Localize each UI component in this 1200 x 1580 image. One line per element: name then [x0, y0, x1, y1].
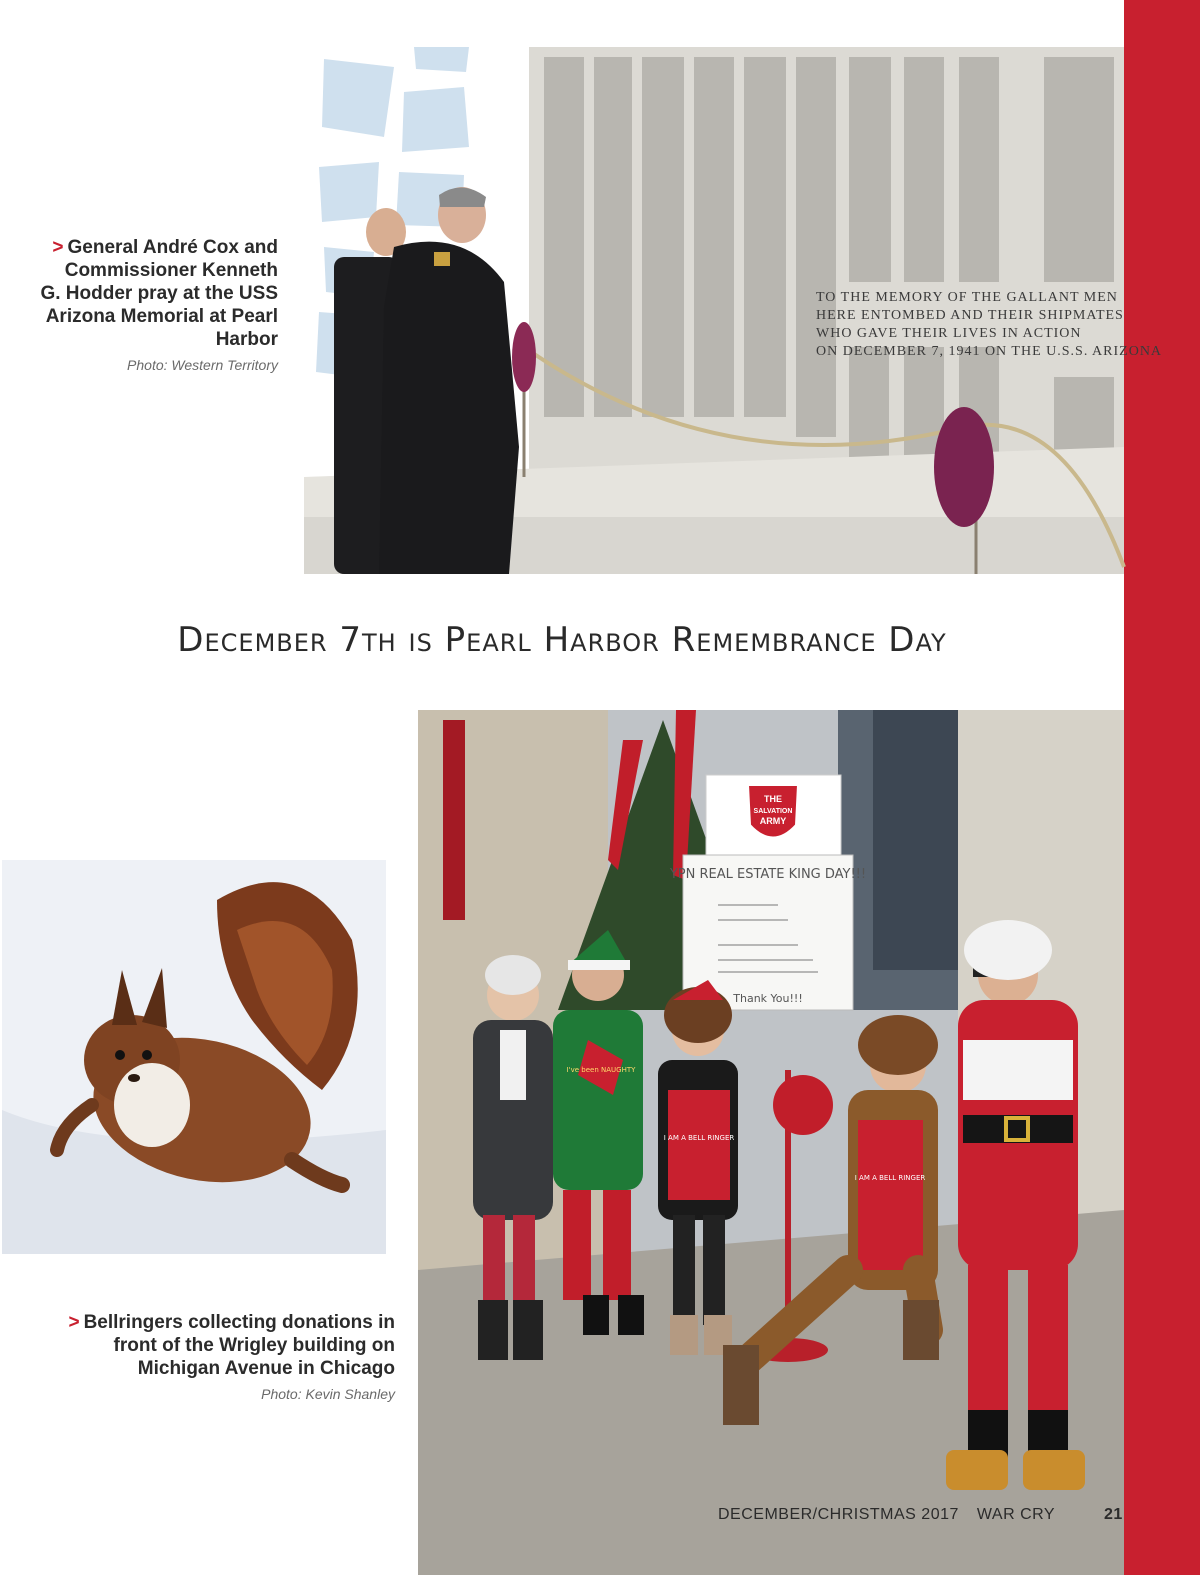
memorial-caption-text: General André Cox and Commissioner Kenneth G. Hodder pray at the USS Arizona Memorial at Pearl Harbor: [40, 237, 278, 350]
sign-thanks: Thank You!!!: [733, 992, 803, 1005]
page-headline: December 7th is Pearl Harbor Remembrance Day: [177, 620, 947, 660]
page-edge-red-bar: [1124, 0, 1200, 1575]
sign-title: YPN REAL ESTATE KING DAY!!!: [669, 867, 867, 882]
footer-publication: WAR CRY: [976, 1506, 1056, 1523]
apron-text-1: I AM A BELL RINGER: [663, 1134, 735, 1142]
memorial-photo-credit: Photo: Western Territory: [127, 357, 278, 373]
bellringer-photo-credit: Photo: Kevin Shanley: [261, 1386, 395, 1402]
shield-line-3: ARMY: [759, 816, 787, 826]
bellringer-caption-text: Bellringers collecting donations in front of the Wrigley building on Michigan Avenue in Chicago: [83, 1312, 395, 1379]
bellringer-photo: [418, 710, 1124, 1575]
page-number: 21: [1104, 1506, 1123, 1523]
inscription-line-4: ON DECEMBER 7, 1941 ON THE U.S.S. ARIZONA: [816, 344, 1163, 359]
squirrel-photo: [2, 860, 386, 1254]
inscription-line-2: HERE ENTOMBED AND THEIR SHIPMATES: [816, 308, 1124, 323]
elf-sign-text: I've been NAUGHTY: [566, 1066, 636, 1074]
memorial-caption: [40, 236, 278, 373]
inscription-line-1: TO THE MEMORY OF THE GALLANT MEN: [816, 290, 1118, 305]
shield-line-1: THE: [764, 794, 782, 804]
caption-arrow-icon: >: [52, 237, 64, 258]
apron-text-2: I AM A BELL RINGER: [854, 1174, 926, 1182]
caption-arrow-icon: >: [68, 1312, 80, 1333]
page-footer: [718, 1506, 1124, 1524]
footer-issue: DECEMBER/CHRISTMAS 2017: [718, 1506, 959, 1523]
memorial-photo: [304, 47, 1163, 574]
bellringer-caption: [30, 1311, 395, 1402]
inscription-line-3: WHO GAVE THEIR LIVES IN ACTION: [816, 326, 1082, 341]
shield-line-2: SALVATION: [753, 808, 793, 815]
